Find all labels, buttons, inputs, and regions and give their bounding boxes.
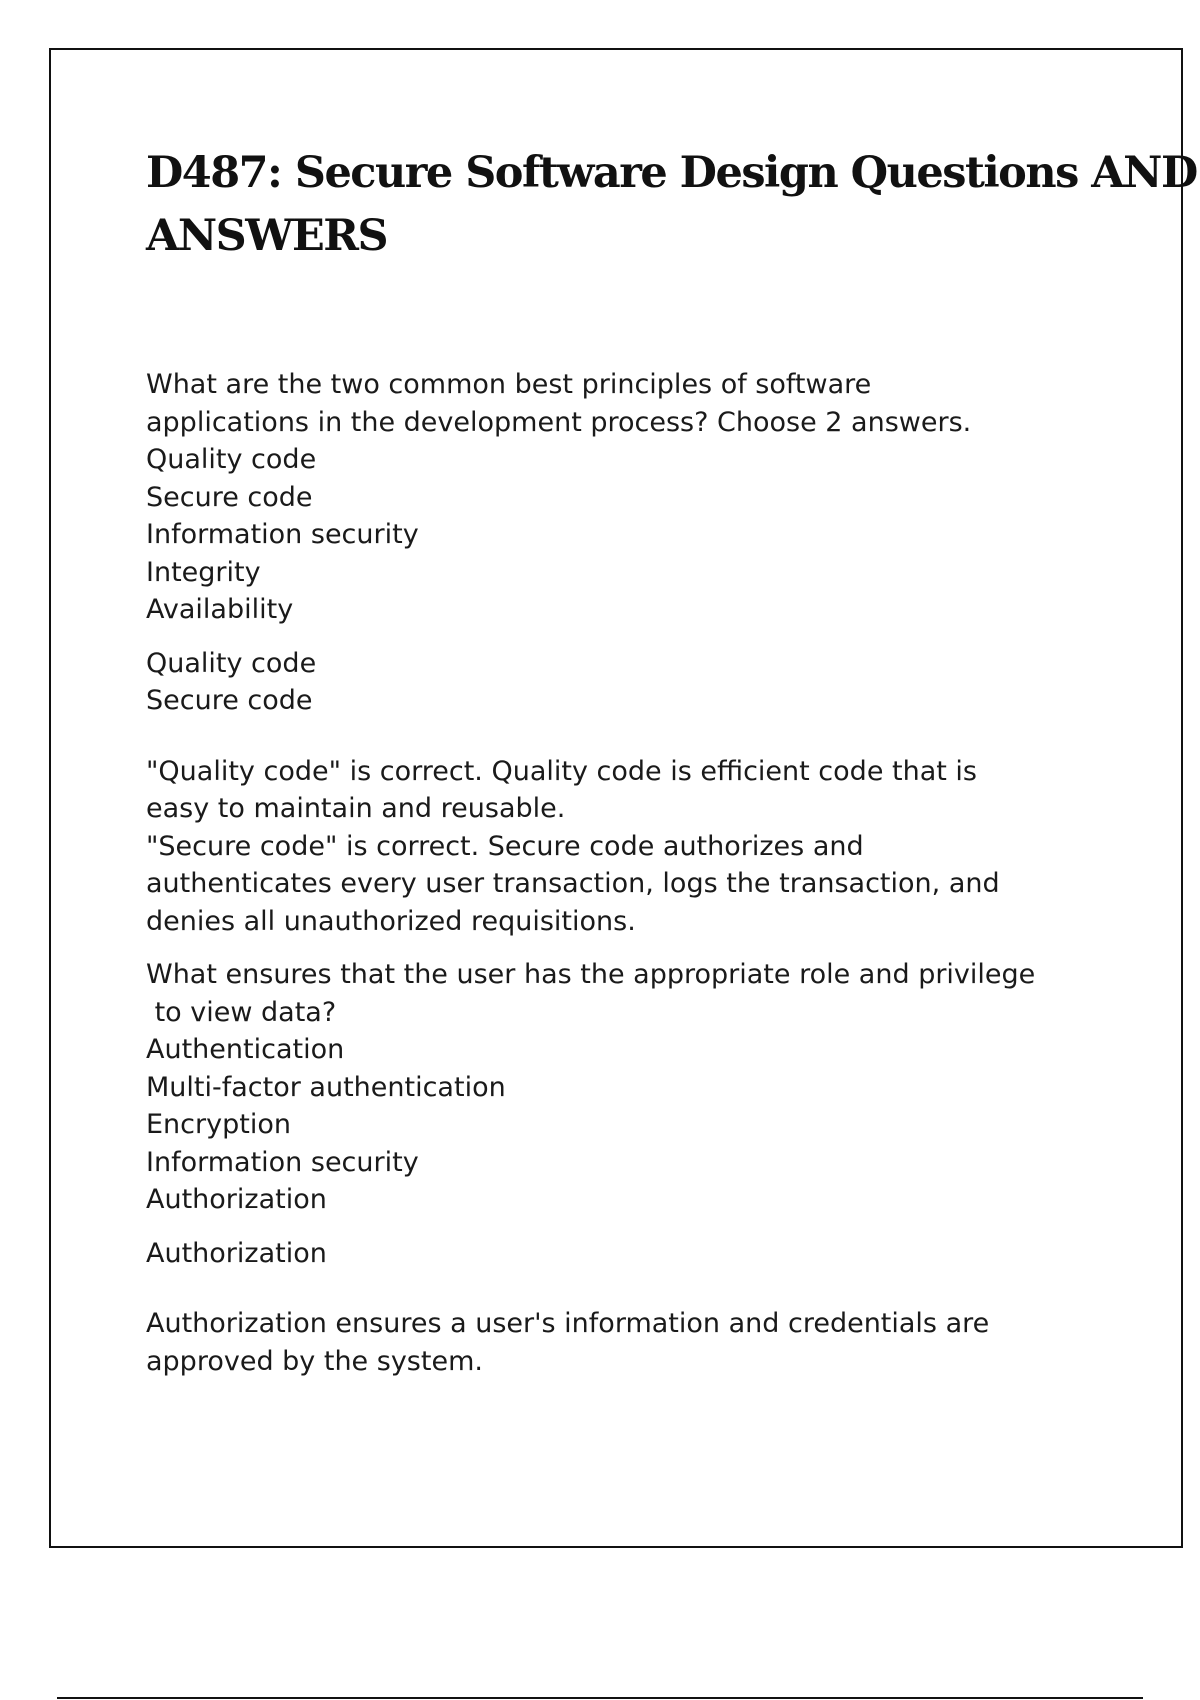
footer-divider: [57, 1697, 1143, 1699]
explanation-2: [146, 1305, 1096, 1380]
explanation-text: easy to maintain and reusable.: [146, 793, 566, 824]
explanation-text: authenticates every user transaction, logs the transaction, and: [146, 868, 1000, 899]
answer-option: Information security: [146, 519, 419, 550]
question-text: What are the two common best principles of software: [146, 369, 872, 400]
answer-option: Integrity: [146, 556, 261, 588]
answer-option: Multi-factor authentication: [146, 1071, 506, 1103]
options-1: [146, 441, 1096, 629]
question-1: [146, 366, 1096, 441]
answer-option: Authentication: [146, 1034, 345, 1065]
answer-option: Secure code: [146, 481, 313, 513]
answer-option: Availability: [146, 594, 294, 625]
question-2: [146, 956, 1096, 1031]
explanation-text: "Secure code" is correct. Secure code authorizes and: [146, 830, 864, 862]
document-title: [146, 142, 1197, 268]
correct-answer: Authorization: [146, 1237, 327, 1269]
question-text: applications in the development process? Choose 2 answers.: [146, 406, 972, 438]
question-text: What ensures that the user has the appropriate role and privilege: [146, 959, 1036, 990]
options-2: [146, 1031, 1096, 1219]
explanation-1: [146, 753, 1096, 941]
explanation-text: denies all unauthorized requisitions.: [146, 905, 636, 937]
explanation-text: approved by the system.: [146, 1345, 483, 1377]
answer-option: Quality code: [146, 444, 317, 475]
explanation-text: Authorization ensures a user's information and credentials are: [146, 1308, 990, 1339]
answer-option: Authorization: [146, 1184, 327, 1215]
explanation-text: "Quality code" is correct. Quality code is efficient code that is: [146, 755, 977, 787]
correct-answers-1: [146, 645, 1096, 720]
correct-answers-2: [146, 1235, 1096, 1273]
correct-answer: Secure code: [146, 685, 313, 716]
title-line: ANSWERS: [146, 211, 388, 261]
answer-option: Encryption: [146, 1109, 291, 1140]
title-line: D487: Secure Software Design Questions AND: [146, 148, 1197, 198]
correct-answer: Quality code: [146, 647, 317, 679]
question-text: to view data?: [146, 996, 337, 1028]
answer-option: Information security: [146, 1146, 419, 1178]
qa-content: [146, 366, 1096, 1380]
